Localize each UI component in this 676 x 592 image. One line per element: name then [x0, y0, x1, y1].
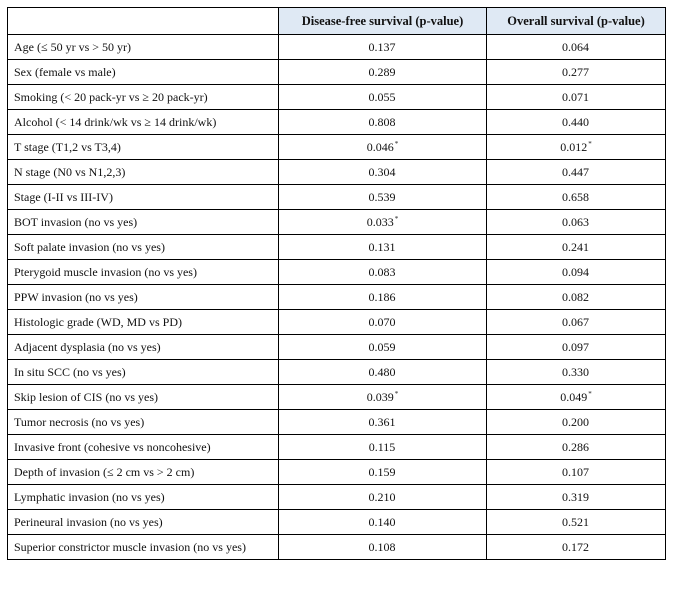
os-pvalue-text: 0.082 — [562, 289, 589, 304]
os-pvalue-text: 0.286 — [562, 439, 589, 454]
row-label-text: Alcohol (< 14 drink/wk vs ≥ 14 drink/wk) — [14, 114, 217, 129]
dfs-pvalue — [279, 35, 487, 60]
table-row — [8, 35, 666, 60]
row-label — [8, 160, 279, 185]
os-pvalue-text: 0.277 — [562, 64, 589, 79]
os-pvalue — [487, 135, 666, 160]
dfs-pvalue-text: 0.033 — [366, 214, 394, 229]
row-label-text: Lymphatic invasion (no vs yes) — [14, 489, 165, 504]
row-label-text: BOT invasion (no vs yes) — [14, 214, 138, 229]
row-label — [8, 235, 279, 260]
os-pvalue — [487, 310, 666, 335]
table-row — [8, 135, 666, 160]
os-pvalue — [487, 385, 666, 410]
dfs-pvalue — [279, 110, 487, 135]
row-label — [8, 535, 279, 560]
dfs-pvalue — [279, 285, 487, 310]
row-label — [8, 385, 279, 410]
row-label-text: Smoking (< 20 pack-yr vs ≥ 20 pack-yr) — [14, 89, 208, 104]
row-label — [8, 335, 279, 360]
dfs-pvalue — [279, 485, 487, 510]
survival-table — [7, 7, 666, 560]
os-pvalue — [487, 60, 666, 85]
row-label-text: Sex (female vs male) — [14, 64, 116, 79]
row-label-text: Perineural invasion (no vs yes) — [14, 514, 163, 529]
row-label — [8, 360, 279, 385]
os-pvalue-text: 0.107 — [562, 464, 589, 479]
row-label — [8, 310, 279, 335]
os-pvalue — [487, 85, 666, 110]
os-pvalue-text: 0.097 — [562, 339, 589, 354]
row-label-text: Tumor necrosis (no vs yes) — [14, 414, 145, 429]
dfs-pvalue-text: 0.070 — [368, 314, 396, 329]
dfs-pvalue — [279, 435, 487, 460]
table-row — [8, 535, 666, 560]
row-label — [8, 485, 279, 510]
row-label-text: N stage (N0 vs N1,2,3) — [14, 164, 126, 179]
row-label — [8, 510, 279, 535]
os-pvalue-text: 0.067 — [562, 314, 589, 329]
table-row — [8, 510, 666, 535]
os-pvalue-text: 0.658 — [562, 189, 589, 204]
os-pvalue — [487, 35, 666, 60]
table-row — [8, 110, 666, 135]
row-label-text: Superior constrictor muscle invasion (no vs yes) — [14, 539, 246, 554]
significance-mark: * — [588, 139, 592, 148]
dfs-pvalue — [279, 535, 487, 560]
dfs-pvalue — [279, 510, 487, 535]
os-pvalue-text: 0.094 — [562, 264, 589, 279]
dfs-pvalue — [279, 185, 487, 210]
row-label-text: PPW invasion (no vs yes) — [14, 289, 138, 304]
row-label — [8, 410, 279, 435]
significance-mark: * — [394, 139, 399, 148]
os-pvalue — [487, 510, 666, 535]
dfs-pvalue-text: 0.046 — [366, 139, 394, 154]
row-label-text: Depth of invasion (≤ 2 cm vs > 2 cm) — [14, 464, 195, 479]
dfs-pvalue-text: 0.186 — [368, 289, 396, 304]
row-label-text: Adjacent dysplasia (no vs yes) — [14, 339, 161, 354]
row-label — [8, 35, 279, 60]
header-overall-survival: Overall survival (p-value) — [487, 8, 666, 35]
dfs-pvalue — [279, 210, 487, 235]
table-row — [8, 310, 666, 335]
dfs-pvalue — [279, 260, 487, 285]
os-pvalue-text: 0.172 — [562, 539, 589, 554]
table-row — [8, 385, 666, 410]
dfs-pvalue-text: 0.137 — [368, 39, 396, 54]
os-pvalue — [487, 535, 666, 560]
os-pvalue — [487, 210, 666, 235]
row-label — [8, 435, 279, 460]
row-label-text: Age (≤ 50 yr vs > 50 yr) — [14, 39, 131, 54]
os-pvalue-text: 0.063 — [562, 214, 589, 229]
os-pvalue-text: 0.447 — [562, 164, 589, 179]
dfs-pvalue-text: 0.480 — [368, 364, 396, 379]
dfs-pvalue-text: 0.140 — [368, 514, 396, 529]
dfs-pvalue-text: 0.159 — [368, 464, 396, 479]
os-pvalue-text: 0.200 — [562, 414, 589, 429]
os-pvalue-text: 0.319 — [562, 489, 589, 504]
row-label-text: Soft palate invasion (no vs yes) — [14, 239, 165, 254]
os-pvalue — [487, 110, 666, 135]
dfs-pvalue-text: 0.108 — [368, 539, 396, 554]
os-pvalue-text: 0.012 — [560, 139, 588, 154]
os-pvalue — [487, 335, 666, 360]
table-row — [8, 60, 666, 85]
os-pvalue-text: 0.071 — [562, 89, 589, 104]
row-label — [8, 460, 279, 485]
os-pvalue — [487, 360, 666, 385]
header-row — [8, 8, 666, 35]
header-disease-free-survival: Disease-free survival (p-value) — [279, 8, 487, 35]
header-blank — [8, 8, 279, 35]
table-row — [8, 335, 666, 360]
os-pvalue — [487, 435, 666, 460]
os-pvalue-text: 0.049 — [560, 389, 588, 404]
table-row — [8, 185, 666, 210]
table-row — [8, 160, 666, 185]
os-pvalue — [487, 285, 666, 310]
dfs-pvalue — [279, 310, 487, 335]
row-label-text: In situ SCC (no vs yes) — [14, 364, 126, 379]
table-row — [8, 85, 666, 110]
dfs-pvalue-text: 0.131 — [368, 239, 396, 254]
table-row — [8, 285, 666, 310]
os-pvalue — [487, 485, 666, 510]
table-row — [8, 485, 666, 510]
row-label — [8, 110, 279, 135]
table-row — [8, 410, 666, 435]
os-pvalue-text: 0.241 — [562, 239, 589, 254]
row-label — [8, 185, 279, 210]
dfs-pvalue-text: 0.115 — [368, 439, 396, 454]
table-row — [8, 460, 666, 485]
dfs-pvalue-text: 0.210 — [368, 489, 396, 504]
row-label-text: Stage (I-II vs III-IV) — [14, 189, 113, 204]
row-label — [8, 260, 279, 285]
dfs-pvalue — [279, 235, 487, 260]
table-row — [8, 435, 666, 460]
table-body — [8, 35, 666, 560]
table-container — [7, 7, 666, 560]
os-pvalue-text: 0.521 — [562, 514, 589, 529]
significance-mark: * — [394, 389, 399, 398]
dfs-pvalue-text: 0.039 — [366, 389, 394, 404]
dfs-pvalue-text: 0.304 — [368, 164, 396, 179]
dfs-pvalue — [279, 385, 487, 410]
row-label — [8, 135, 279, 160]
dfs-pvalue — [279, 460, 487, 485]
dfs-pvalue-text: 0.808 — [368, 114, 396, 129]
dfs-pvalue-text: 0.059 — [368, 339, 396, 354]
os-pvalue-text: 0.064 — [562, 39, 589, 54]
row-label-text: Pterygoid muscle invasion (no vs yes) — [14, 264, 197, 279]
dfs-pvalue-text: 0.539 — [368, 189, 396, 204]
dfs-pvalue-text: 0.361 — [368, 414, 396, 429]
significance-mark: * — [588, 389, 592, 398]
dfs-pvalue-text: 0.289 — [368, 64, 396, 79]
row-label-text: Histologic grade (WD, MD vs PD) — [14, 314, 182, 329]
row-label-text: T stage (T1,2 vs T3,4) — [14, 139, 121, 154]
row-label — [8, 210, 279, 235]
row-label — [8, 60, 279, 85]
dfs-pvalue — [279, 360, 487, 385]
os-pvalue — [487, 260, 666, 285]
dfs-pvalue — [279, 60, 487, 85]
table-row — [8, 360, 666, 385]
dfs-pvalue-text: 0.055 — [368, 89, 396, 104]
dfs-pvalue — [279, 410, 487, 435]
dfs-pvalue — [279, 335, 487, 360]
os-pvalue — [487, 185, 666, 210]
row-label-text: Invasive front (cohesive vs noncohesive) — [14, 439, 211, 454]
os-pvalue-text: 0.440 — [562, 114, 589, 129]
row-label — [8, 285, 279, 310]
os-pvalue — [487, 410, 666, 435]
dfs-pvalue — [279, 85, 487, 110]
row-label — [8, 85, 279, 110]
os-pvalue — [487, 460, 666, 485]
dfs-pvalue-text: 0.083 — [368, 264, 396, 279]
os-pvalue — [487, 235, 666, 260]
significance-mark: * — [394, 214, 399, 223]
table-row — [8, 260, 666, 285]
row-label-text: Skip lesion of CIS (no vs yes) — [14, 389, 158, 404]
dfs-pvalue — [279, 160, 487, 185]
os-pvalue — [487, 160, 666, 185]
os-pvalue-text: 0.330 — [562, 364, 589, 379]
dfs-pvalue — [279, 135, 487, 160]
table-row — [8, 235, 666, 260]
table-row — [8, 210, 666, 235]
